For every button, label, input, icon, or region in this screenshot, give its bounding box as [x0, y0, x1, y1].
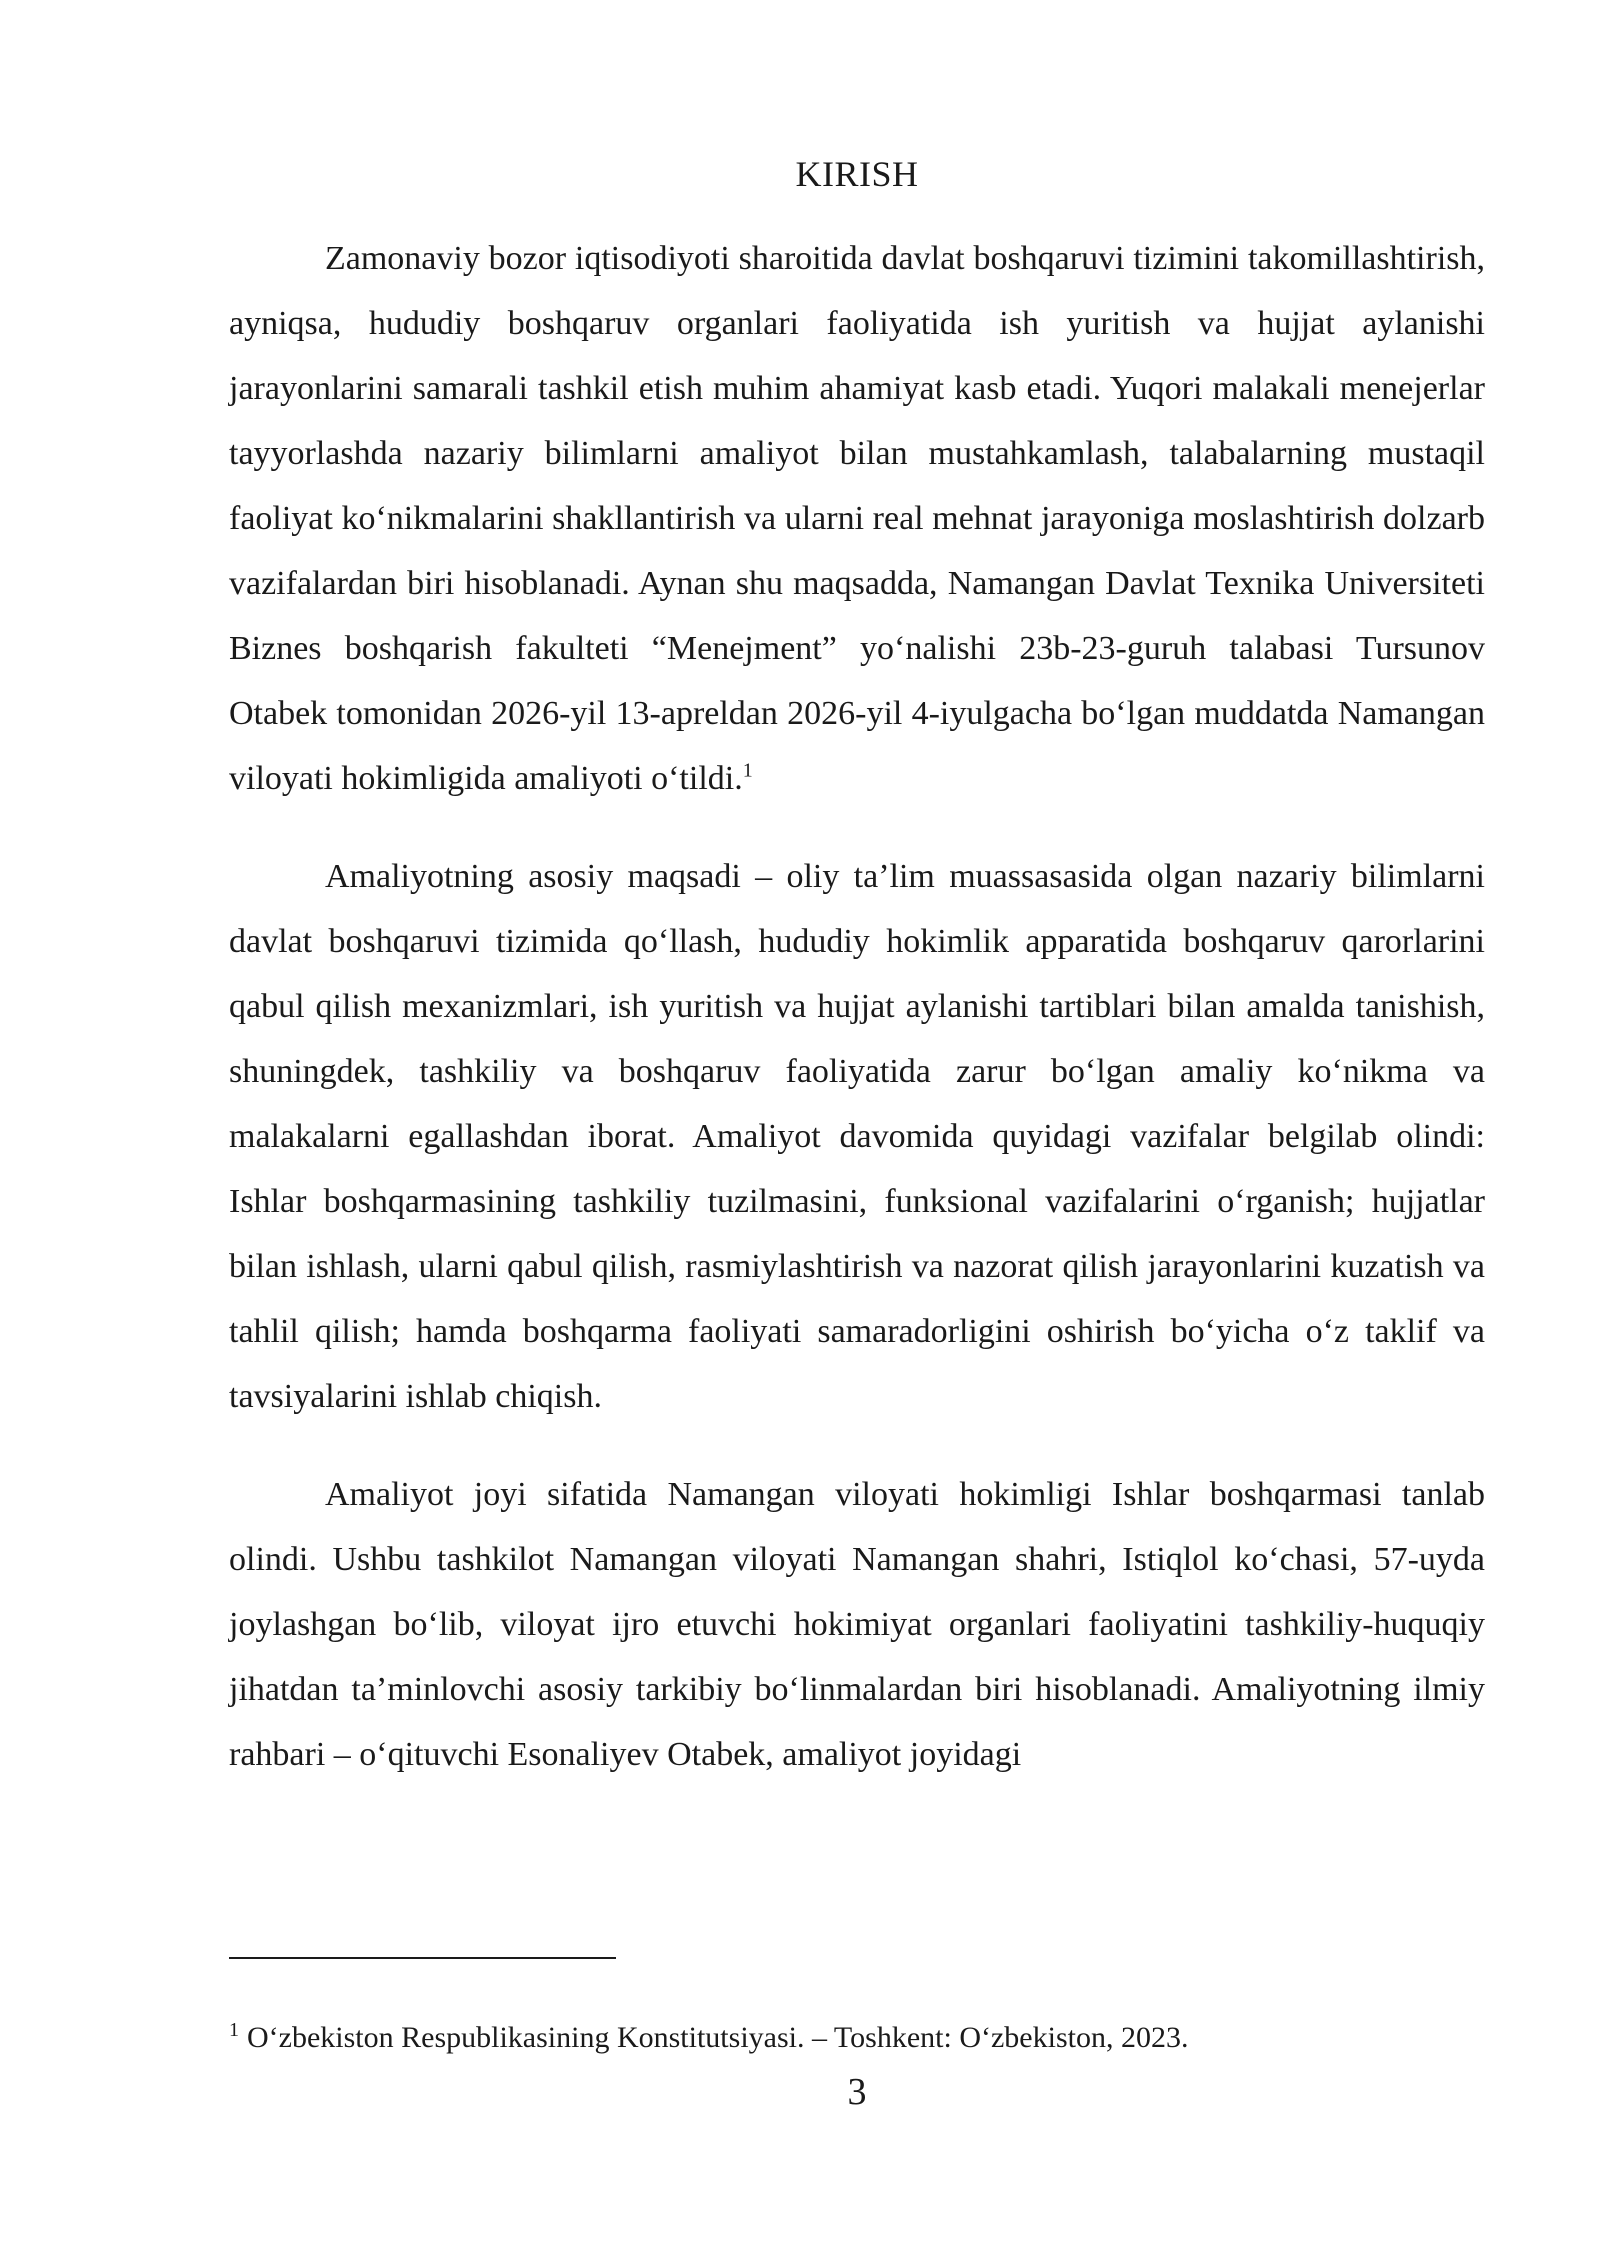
footnote-text: O‘zbekiston Respublikasining Konstitutsiyasi. – Toshkent: O‘zbekiston, 2023.: [247, 2021, 1189, 2054]
footnote-number: 1: [229, 2019, 239, 2041]
paragraph-intro: [229, 226, 1485, 811]
paragraph-purpose-text: Amaliyotning asosiy maqsadi – oliy ta’lim muassasasida olgan nazariy bilimlarni davlat boshqaruvi tizimida qo‘llash, hududiy hokimlik apparatida boshqaruv qarorlarini qabul qilish mexanizmlari, ish yuritish va hujjat aylanishi tartiblari bilan amalda tanishish, shuningdek, tashkiliy va boshqaruv faoliyatida zarur bo‘lgan amaliy ko‘nikma va malakalarni egallashdan iborat. Amaliyot davomida quyidagi vazifalar belgilab olindi: Ishlar boshqarmasining tashkiliy tuzilmasini, funksional vazifalarini o‘rganish; hujjatlar bilan ishlash, ularni qabul qilish, rasmiylashtirish va nazorat qilish jarayonlarini kuzatish va tahlil qilish; hamda boshqarma faoliyati samaradorligini oshirish bo‘yicha o‘z taklif va tavsiyalarini ishlab chiqish.: [229, 858, 1485, 1415]
footnote-separator: [229, 1957, 616, 1959]
footnote-reference[interactable]: 1: [742, 759, 753, 782]
body-text: [229, 226, 1485, 1787]
paragraph-location: [229, 1462, 1485, 1787]
page-number: 3: [847, 2071, 867, 2113]
paragraph-location-text: Amaliyot joyi sifatida Namangan viloyati hokimligi Ishlar boshqarmasi tanlab olindi. Ushbu tashkilot Namangan viloyati Namangan shahri, Istiqlol ko‘chasi, 57-uyda joylashgan bo‘lib, viloyat ijro etuvchi hokimiyat organlari faoliyatini tashkiliy-huquqiy jihatdan ta’minlovchi asosiy tarkibiy bo‘linmalardan biri hisoblanadi. Amaliyotning ilmiy rahbari – o‘qituvchi Esonaliyev Otabek, amaliyot joyidagi: [229, 1476, 1485, 1773]
paragraph-purpose: [229, 844, 1485, 1429]
footnote: [229, 2018, 1485, 2058]
paragraph-intro-text: Zamonaviy bozor iqtisodiyoti sharoitida davlat boshqaruvi tizimini takomillashtirish, ayniqsa, hududiy boshqaruv organlari faoliyatida ish yuritish va hujjat aylanishi jarayonlarini samarali tashkil etish muhim ahamiyat kasb etadi. Yuqori malakali menejerlar tayyorlashda nazariy bilimlarni amaliyot bilan mustahkamlash, talabalarning mustaqil faoliyat ko‘nikmalarini shakllantirish va ularni real mehnat jarayoniga moslashtirish dolzarb vazifalardan biri hisoblanadi. Aynan shu maqsadda, Namangan Davlat Texnika Universiteti Biznes boshqarish fakulteti “Menejment” yo‘nalishi 23b-23-guruh talabasi Tursunov Otabek tomonidan 2026-yil 13-apreldan 2026-yil 4-iyulgacha bo‘lgan muddatda Namangan viloyati hokimligida amaliyoti o‘tildi.: [229, 240, 1485, 797]
section-heading: KIRISH: [795, 154, 919, 194]
